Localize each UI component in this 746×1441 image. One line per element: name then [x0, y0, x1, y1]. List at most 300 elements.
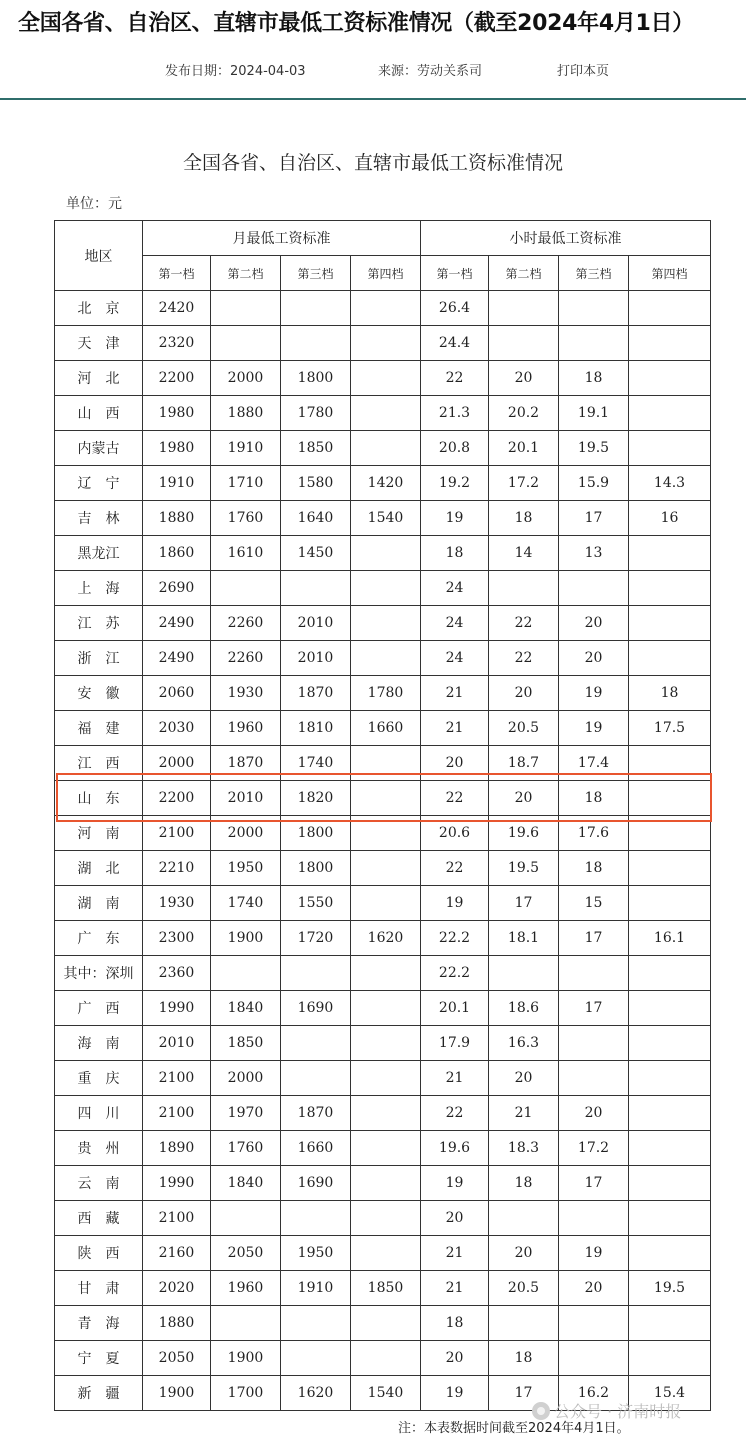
watermark-text: 公众号 · 济南时报	[554, 1402, 682, 1421]
region-cell: 青 海	[55, 1306, 143, 1341]
hourly-tier-2-cell: 18.1	[489, 921, 559, 956]
monthly-tier-3-cell: 1580	[281, 466, 351, 501]
region-cell: 海 南	[55, 1026, 143, 1061]
hourly-tier-3-cell	[559, 956, 629, 991]
monthly-tier-4-cell	[351, 326, 421, 361]
monthly-tier-2-cell: 1910	[211, 431, 281, 466]
monthly-tier-1-cell: 2360	[143, 956, 211, 991]
monthly-tier-1-cell: 2050	[143, 1341, 211, 1376]
monthly-tier-1-cell: 1860	[143, 536, 211, 571]
table-row	[55, 921, 711, 956]
monthly-tier-3-cell: 1950	[281, 1236, 351, 1271]
monthly-tier-1-cell: 2490	[143, 606, 211, 641]
hourly-tier-2-cell	[489, 571, 559, 606]
hourly-tier-3-cell: 19	[559, 1236, 629, 1271]
monthly-tier-2-cell: 2000	[211, 361, 281, 396]
header-hourly-tier: 第三档	[559, 256, 629, 291]
table-row	[55, 1096, 711, 1131]
table-row	[55, 641, 711, 676]
monthly-tier-3-cell: 1800	[281, 361, 351, 396]
monthly-tier-2-cell: 1880	[211, 396, 281, 431]
monthly-tier-4-cell: 1540	[351, 501, 421, 536]
hourly-tier-4-cell	[629, 1166, 711, 1201]
hourly-tier-1-cell: 20	[421, 746, 489, 781]
page-title: 全国各省、自治区、直辖市最低工资标准情况（截至2024年4月1日）	[18, 11, 694, 36]
hourly-tier-4-cell	[629, 1306, 711, 1341]
hourly-tier-2-cell	[489, 956, 559, 991]
hourly-tier-2-cell	[489, 291, 559, 326]
monthly-tier-2-cell: 2260	[211, 641, 281, 676]
hourly-tier-4-cell	[629, 641, 711, 676]
monthly-tier-1-cell: 2020	[143, 1271, 211, 1306]
hourly-tier-3-cell: 19	[559, 711, 629, 746]
hourly-tier-3-cell: 17	[559, 501, 629, 536]
hourly-tier-3-cell: 20	[559, 641, 629, 676]
monthly-tier-4-cell: 1420	[351, 466, 421, 501]
hourly-tier-4-cell	[629, 396, 711, 431]
header-hourly: 小时最低工资标准	[421, 221, 711, 256]
hourly-tier-1-cell: 22	[421, 851, 489, 886]
hourly-tier-2-cell: 18	[489, 501, 559, 536]
monthly-tier-3-cell	[281, 326, 351, 361]
hourly-tier-2-cell: 20.2	[489, 396, 559, 431]
monthly-tier-2-cell: 1960	[211, 711, 281, 746]
monthly-tier-1-cell: 2690	[143, 571, 211, 606]
monthly-tier-4-cell: 1850	[351, 1271, 421, 1306]
region-cell: 湖 北	[55, 851, 143, 886]
print-page-link[interactable]: 打印本页	[557, 64, 610, 79]
monthly-tier-1-cell: 2010	[143, 1026, 211, 1061]
monthly-tier-1-cell: 1980	[143, 431, 211, 466]
region-cell: 山 东	[55, 781, 143, 816]
monthly-tier-1-cell: 1990	[143, 991, 211, 1026]
unit-label: 单位：元	[66, 196, 122, 212]
region-cell: 江 西	[55, 746, 143, 781]
monthly-tier-3-cell	[281, 1341, 351, 1376]
hourly-tier-4-cell	[629, 571, 711, 606]
hourly-tier-4-cell	[629, 431, 711, 466]
table-row	[55, 536, 711, 571]
table-row	[55, 1201, 711, 1236]
hourly-tier-1-cell: 24	[421, 571, 489, 606]
hourly-tier-3-cell: 17	[559, 991, 629, 1026]
monthly-tier-3-cell: 1800	[281, 816, 351, 851]
hourly-tier-1-cell: 20.1	[421, 991, 489, 1026]
footnote: 注：本表数据时间截至2024年4月1日。	[398, 1421, 630, 1436]
monthly-tier-4-cell	[351, 1306, 421, 1341]
hourly-tier-2-cell: 14	[489, 536, 559, 571]
monthly-tier-3-cell: 1820	[281, 781, 351, 816]
header-monthly-tier: 第三档	[281, 256, 351, 291]
monthly-tier-1-cell: 2300	[143, 921, 211, 956]
monthly-tier-1-cell: 1880	[143, 1306, 211, 1341]
hourly-tier-1-cell: 22.2	[421, 921, 489, 956]
table-row	[55, 431, 711, 466]
table-row	[55, 291, 711, 326]
region-cell: 陕 西	[55, 1236, 143, 1271]
hourly-tier-3-cell: 18	[559, 851, 629, 886]
monthly-tier-3-cell: 1690	[281, 991, 351, 1026]
table-row	[55, 1271, 711, 1306]
hourly-tier-4-cell: 15.4	[629, 1376, 711, 1411]
table-row	[55, 1341, 711, 1376]
hourly-tier-3-cell	[559, 1201, 629, 1236]
hourly-tier-1-cell: 19	[421, 886, 489, 921]
hourly-tier-4-cell	[629, 956, 711, 991]
region-cell: 贵 州	[55, 1131, 143, 1166]
monthly-tier-4-cell: 1660	[351, 711, 421, 746]
region-cell: 云 南	[55, 1166, 143, 1201]
monthly-tier-1-cell: 2210	[143, 851, 211, 886]
region-cell: 广 西	[55, 991, 143, 1026]
table-row	[55, 851, 711, 886]
monthly-tier-1-cell: 2100	[143, 1201, 211, 1236]
table-row	[55, 956, 711, 991]
monthly-tier-1-cell: 1880	[143, 501, 211, 536]
table-row	[55, 1306, 711, 1341]
header-monthly: 月最低工资标准	[143, 221, 421, 256]
monthly-tier-4-cell: 1780	[351, 676, 421, 711]
monthly-tier-3-cell: 1620	[281, 1376, 351, 1411]
hourly-tier-2-cell: 17.2	[489, 466, 559, 501]
hourly-tier-2-cell: 20	[489, 676, 559, 711]
table-row	[55, 571, 711, 606]
hourly-tier-2-cell: 19.5	[489, 851, 559, 886]
monthly-tier-3-cell: 2010	[281, 641, 351, 676]
monthly-tier-4-cell	[351, 571, 421, 606]
hourly-tier-2-cell: 18.3	[489, 1131, 559, 1166]
monthly-tier-4-cell	[351, 361, 421, 396]
region-cell: 湖 南	[55, 886, 143, 921]
monthly-tier-4-cell	[351, 431, 421, 466]
hourly-tier-2-cell: 22	[489, 641, 559, 676]
hourly-tier-3-cell: 13	[559, 536, 629, 571]
table-row	[55, 501, 711, 536]
monthly-tier-4-cell	[351, 1201, 421, 1236]
hourly-tier-2-cell: 16.3	[489, 1026, 559, 1061]
hourly-tier-2-cell: 18.6	[489, 991, 559, 1026]
hourly-tier-1-cell: 19.2	[421, 466, 489, 501]
monthly-tier-2-cell: 1870	[211, 746, 281, 781]
monthly-tier-3-cell: 1850	[281, 431, 351, 466]
header-monthly-tier: 第一档	[143, 256, 211, 291]
monthly-tier-2-cell: 2260	[211, 606, 281, 641]
monthly-tier-2-cell: 1850	[211, 1026, 281, 1061]
monthly-tier-2-cell: 1930	[211, 676, 281, 711]
monthly-tier-4-cell	[351, 1131, 421, 1166]
monthly-tier-1-cell: 1900	[143, 1376, 211, 1411]
region-cell: 江 苏	[55, 606, 143, 641]
hourly-tier-1-cell: 22	[421, 1096, 489, 1131]
monthly-tier-1-cell: 2420	[143, 291, 211, 326]
monthly-tier-4-cell	[351, 536, 421, 571]
monthly-tier-1-cell: 1890	[143, 1131, 211, 1166]
hourly-tier-4-cell: 14.3	[629, 466, 711, 501]
monthly-tier-2-cell: 2010	[211, 781, 281, 816]
region-cell: 黑龙江	[55, 536, 143, 571]
region-cell: 安 徽	[55, 676, 143, 711]
monthly-tier-1-cell: 1990	[143, 1166, 211, 1201]
hourly-tier-4-cell	[629, 1131, 711, 1166]
monthly-tier-4-cell	[351, 1096, 421, 1131]
monthly-tier-4-cell	[351, 1341, 421, 1376]
hourly-tier-1-cell: 21	[421, 676, 489, 711]
monthly-tier-2-cell: 1610	[211, 536, 281, 571]
hourly-tier-1-cell: 19.6	[421, 1131, 489, 1166]
hourly-tier-3-cell	[559, 1341, 629, 1376]
table-row	[55, 886, 711, 921]
hourly-tier-2-cell: 18.7	[489, 746, 559, 781]
monthly-tier-3-cell	[281, 571, 351, 606]
hourly-tier-4-cell	[629, 1341, 711, 1376]
monthly-tier-3-cell: 1810	[281, 711, 351, 746]
hourly-tier-1-cell: 20.8	[421, 431, 489, 466]
hourly-tier-3-cell: 19.5	[559, 431, 629, 466]
hourly-tier-3-cell: 17.2	[559, 1131, 629, 1166]
monthly-tier-3-cell	[281, 1201, 351, 1236]
region-cell: 其中：深圳	[55, 956, 143, 991]
table-body	[55, 291, 711, 1411]
hourly-tier-2-cell: 19.6	[489, 816, 559, 851]
hourly-tier-4-cell	[629, 606, 711, 641]
monthly-tier-4-cell	[351, 396, 421, 431]
monthly-tier-1-cell: 2320	[143, 326, 211, 361]
table-row	[55, 361, 711, 396]
hourly-tier-1-cell: 20	[421, 1201, 489, 1236]
hourly-tier-2-cell: 18	[489, 1341, 559, 1376]
monthly-tier-2-cell: 2050	[211, 1236, 281, 1271]
monthly-tier-3-cell: 1550	[281, 886, 351, 921]
hourly-tier-4-cell: 18	[629, 676, 711, 711]
header-hourly-tier: 第四档	[629, 256, 711, 291]
monthly-tier-4-cell	[351, 851, 421, 886]
monthly-tier-1-cell: 2160	[143, 1236, 211, 1271]
header-monthly-tier: 第二档	[211, 256, 281, 291]
hourly-tier-1-cell: 22	[421, 361, 489, 396]
hourly-tier-2-cell: 20.5	[489, 1271, 559, 1306]
monthly-tier-4-cell	[351, 1026, 421, 1061]
header-hourly-tier: 第二档	[489, 256, 559, 291]
hourly-tier-1-cell: 26.4	[421, 291, 489, 326]
table-row	[55, 466, 711, 501]
monthly-tier-3-cell: 1780	[281, 396, 351, 431]
monthly-tier-1-cell: 1910	[143, 466, 211, 501]
hourly-tier-2-cell: 21	[489, 1096, 559, 1131]
header-hourly-tier: 第一档	[421, 256, 489, 291]
hourly-tier-3-cell: 17	[559, 1166, 629, 1201]
table-row	[55, 991, 711, 1026]
hourly-tier-1-cell: 22.2	[421, 956, 489, 991]
hourly-tier-1-cell: 24.4	[421, 326, 489, 361]
monthly-tier-4-cell	[351, 291, 421, 326]
hourly-tier-2-cell: 17	[489, 1376, 559, 1411]
hourly-tier-1-cell: 21	[421, 1061, 489, 1096]
hourly-tier-4-cell	[629, 1061, 711, 1096]
hourly-tier-4-cell	[629, 361, 711, 396]
monthly-tier-4-cell	[351, 641, 421, 676]
monthly-tier-3-cell	[281, 956, 351, 991]
monthly-tier-4-cell	[351, 886, 421, 921]
table-title: 全国各省、自治区、直辖市最低工资标准情况	[182, 152, 563, 174]
hourly-tier-1-cell: 21	[421, 711, 489, 746]
hourly-tier-4-cell	[629, 991, 711, 1026]
monthly-tier-4-cell	[351, 1061, 421, 1096]
hourly-tier-1-cell: 20	[421, 1341, 489, 1376]
hourly-tier-3-cell	[559, 1026, 629, 1061]
hourly-tier-2-cell: 18	[489, 1166, 559, 1201]
monthly-tier-3-cell: 2010	[281, 606, 351, 641]
hourly-tier-3-cell: 17.6	[559, 816, 629, 851]
hourly-tier-4-cell	[629, 1236, 711, 1271]
hourly-tier-4-cell: 19.5	[629, 1271, 711, 1306]
region-cell: 天 津	[55, 326, 143, 361]
hourly-tier-4-cell	[629, 1096, 711, 1131]
hourly-tier-1-cell: 20.6	[421, 816, 489, 851]
monthly-tier-1-cell: 2200	[143, 361, 211, 396]
monthly-tier-2-cell: 2000	[211, 816, 281, 851]
monthly-tier-1-cell: 1980	[143, 396, 211, 431]
hourly-tier-3-cell: 20	[559, 1271, 629, 1306]
region-cell: 河 南	[55, 816, 143, 851]
monthly-tier-2-cell: 1970	[211, 1096, 281, 1131]
table-row	[55, 1061, 711, 1096]
monthly-tier-4-cell	[351, 956, 421, 991]
hourly-tier-3-cell	[559, 1061, 629, 1096]
region-cell: 内蒙古	[55, 431, 143, 466]
hourly-tier-3-cell: 15.9	[559, 466, 629, 501]
region-cell: 福 建	[55, 711, 143, 746]
monthly-tier-4-cell	[351, 991, 421, 1026]
monthly-tier-3-cell	[281, 1061, 351, 1096]
header-divider	[0, 98, 746, 100]
hourly-tier-1-cell: 19	[421, 1166, 489, 1201]
hourly-tier-4-cell: 16	[629, 501, 711, 536]
hourly-tier-4-cell	[629, 1026, 711, 1061]
hourly-tier-2-cell: 22	[489, 606, 559, 641]
header-monthly-tier: 第四档	[351, 256, 421, 291]
monthly-tier-2-cell: 1760	[211, 501, 281, 536]
region-cell: 浙 江	[55, 641, 143, 676]
monthly-tier-3-cell: 1720	[281, 921, 351, 956]
monthly-tier-3-cell: 1870	[281, 1096, 351, 1131]
header-region: 地区	[55, 221, 143, 291]
hourly-tier-2-cell: 20	[489, 781, 559, 816]
hourly-tier-4-cell	[629, 291, 711, 326]
monthly-tier-4-cell	[351, 606, 421, 641]
hourly-tier-3-cell	[559, 291, 629, 326]
table-row	[55, 1026, 711, 1061]
monthly-tier-2-cell: 2000	[211, 1061, 281, 1096]
monthly-tier-4-cell	[351, 1236, 421, 1271]
monthly-tier-3-cell: 1910	[281, 1271, 351, 1306]
monthly-tier-4-cell: 1540	[351, 1376, 421, 1411]
hourly-tier-1-cell: 24	[421, 641, 489, 676]
monthly-tier-4-cell	[351, 1166, 421, 1201]
hourly-tier-3-cell: 17	[559, 921, 629, 956]
monthly-tier-3-cell	[281, 1306, 351, 1341]
hourly-tier-3-cell: 20	[559, 1096, 629, 1131]
hourly-tier-1-cell: 18	[421, 1306, 489, 1341]
monthly-tier-3-cell: 1800	[281, 851, 351, 886]
source: 来源：劳动关系司	[378, 64, 483, 79]
region-cell: 新 疆	[55, 1376, 143, 1411]
region-cell: 甘 肃	[55, 1271, 143, 1306]
table-row	[55, 1166, 711, 1201]
hourly-tier-1-cell: 21	[421, 1236, 489, 1271]
monthly-tier-2-cell: 1840	[211, 991, 281, 1026]
hourly-tier-1-cell: 18	[421, 536, 489, 571]
table-row	[55, 326, 711, 361]
hourly-tier-1-cell: 22	[421, 781, 489, 816]
publish-date: 发布日期：2024-04-03	[165, 64, 306, 79]
monthly-tier-1-cell: 2030	[143, 711, 211, 746]
hourly-tier-1-cell: 19	[421, 501, 489, 536]
monthly-tier-2-cell: 1960	[211, 1271, 281, 1306]
hourly-tier-2-cell	[489, 1201, 559, 1236]
hourly-tier-2-cell: 20.5	[489, 711, 559, 746]
table-row	[55, 1236, 711, 1271]
region-cell: 广 东	[55, 921, 143, 956]
monthly-tier-2-cell: 1740	[211, 886, 281, 921]
region-cell: 吉 林	[55, 501, 143, 536]
monthly-tier-3-cell: 1740	[281, 746, 351, 781]
region-cell: 山 西	[55, 396, 143, 431]
hourly-tier-4-cell: 16.1	[629, 921, 711, 956]
monthly-tier-2-cell	[211, 571, 281, 606]
monthly-tier-3-cell: 1870	[281, 676, 351, 711]
hourly-tier-3-cell	[559, 571, 629, 606]
hourly-tier-4-cell	[629, 886, 711, 921]
hourly-tier-1-cell: 21	[421, 1271, 489, 1306]
region-cell: 辽 宁	[55, 466, 143, 501]
monthly-tier-2-cell: 1760	[211, 1131, 281, 1166]
table-row	[55, 676, 711, 711]
hourly-tier-3-cell: 19.1	[559, 396, 629, 431]
hourly-tier-3-cell	[559, 326, 629, 361]
monthly-tier-1-cell: 2100	[143, 1061, 211, 1096]
monthly-tier-1-cell: 1930	[143, 886, 211, 921]
hourly-tier-4-cell	[629, 851, 711, 886]
region-cell: 宁 夏	[55, 1341, 143, 1376]
highlight-box-shandong	[56, 773, 712, 822]
monthly-tier-2-cell: 1700	[211, 1376, 281, 1411]
hourly-tier-3-cell: 18	[559, 781, 629, 816]
hourly-tier-3-cell: 15	[559, 886, 629, 921]
hourly-tier-4-cell	[629, 536, 711, 571]
monthly-tier-2-cell	[211, 326, 281, 361]
region-cell: 上 海	[55, 571, 143, 606]
monthly-tier-4-cell: 1620	[351, 921, 421, 956]
region-cell: 四 川	[55, 1096, 143, 1131]
hourly-tier-2-cell: 20	[489, 361, 559, 396]
monthly-tier-2-cell: 1840	[211, 1166, 281, 1201]
hourly-tier-3-cell	[559, 1306, 629, 1341]
monthly-tier-2-cell: 1710	[211, 466, 281, 501]
hourly-tier-3-cell: 17.4	[559, 746, 629, 781]
region-cell: 北 京	[55, 291, 143, 326]
monthly-tier-3-cell	[281, 1026, 351, 1061]
hourly-tier-4-cell	[629, 1201, 711, 1236]
monthly-tier-1-cell: 2100	[143, 1096, 211, 1131]
hourly-tier-1-cell: 19	[421, 1376, 489, 1411]
monthly-tier-3-cell: 1690	[281, 1166, 351, 1201]
region-cell: 河 北	[55, 361, 143, 396]
monthly-tier-3-cell: 1450	[281, 536, 351, 571]
hourly-tier-2-cell	[489, 1306, 559, 1341]
hourly-tier-1-cell: 21.3	[421, 396, 489, 431]
monthly-tier-1-cell: 2100	[143, 816, 211, 851]
monthly-tier-3-cell	[281, 291, 351, 326]
